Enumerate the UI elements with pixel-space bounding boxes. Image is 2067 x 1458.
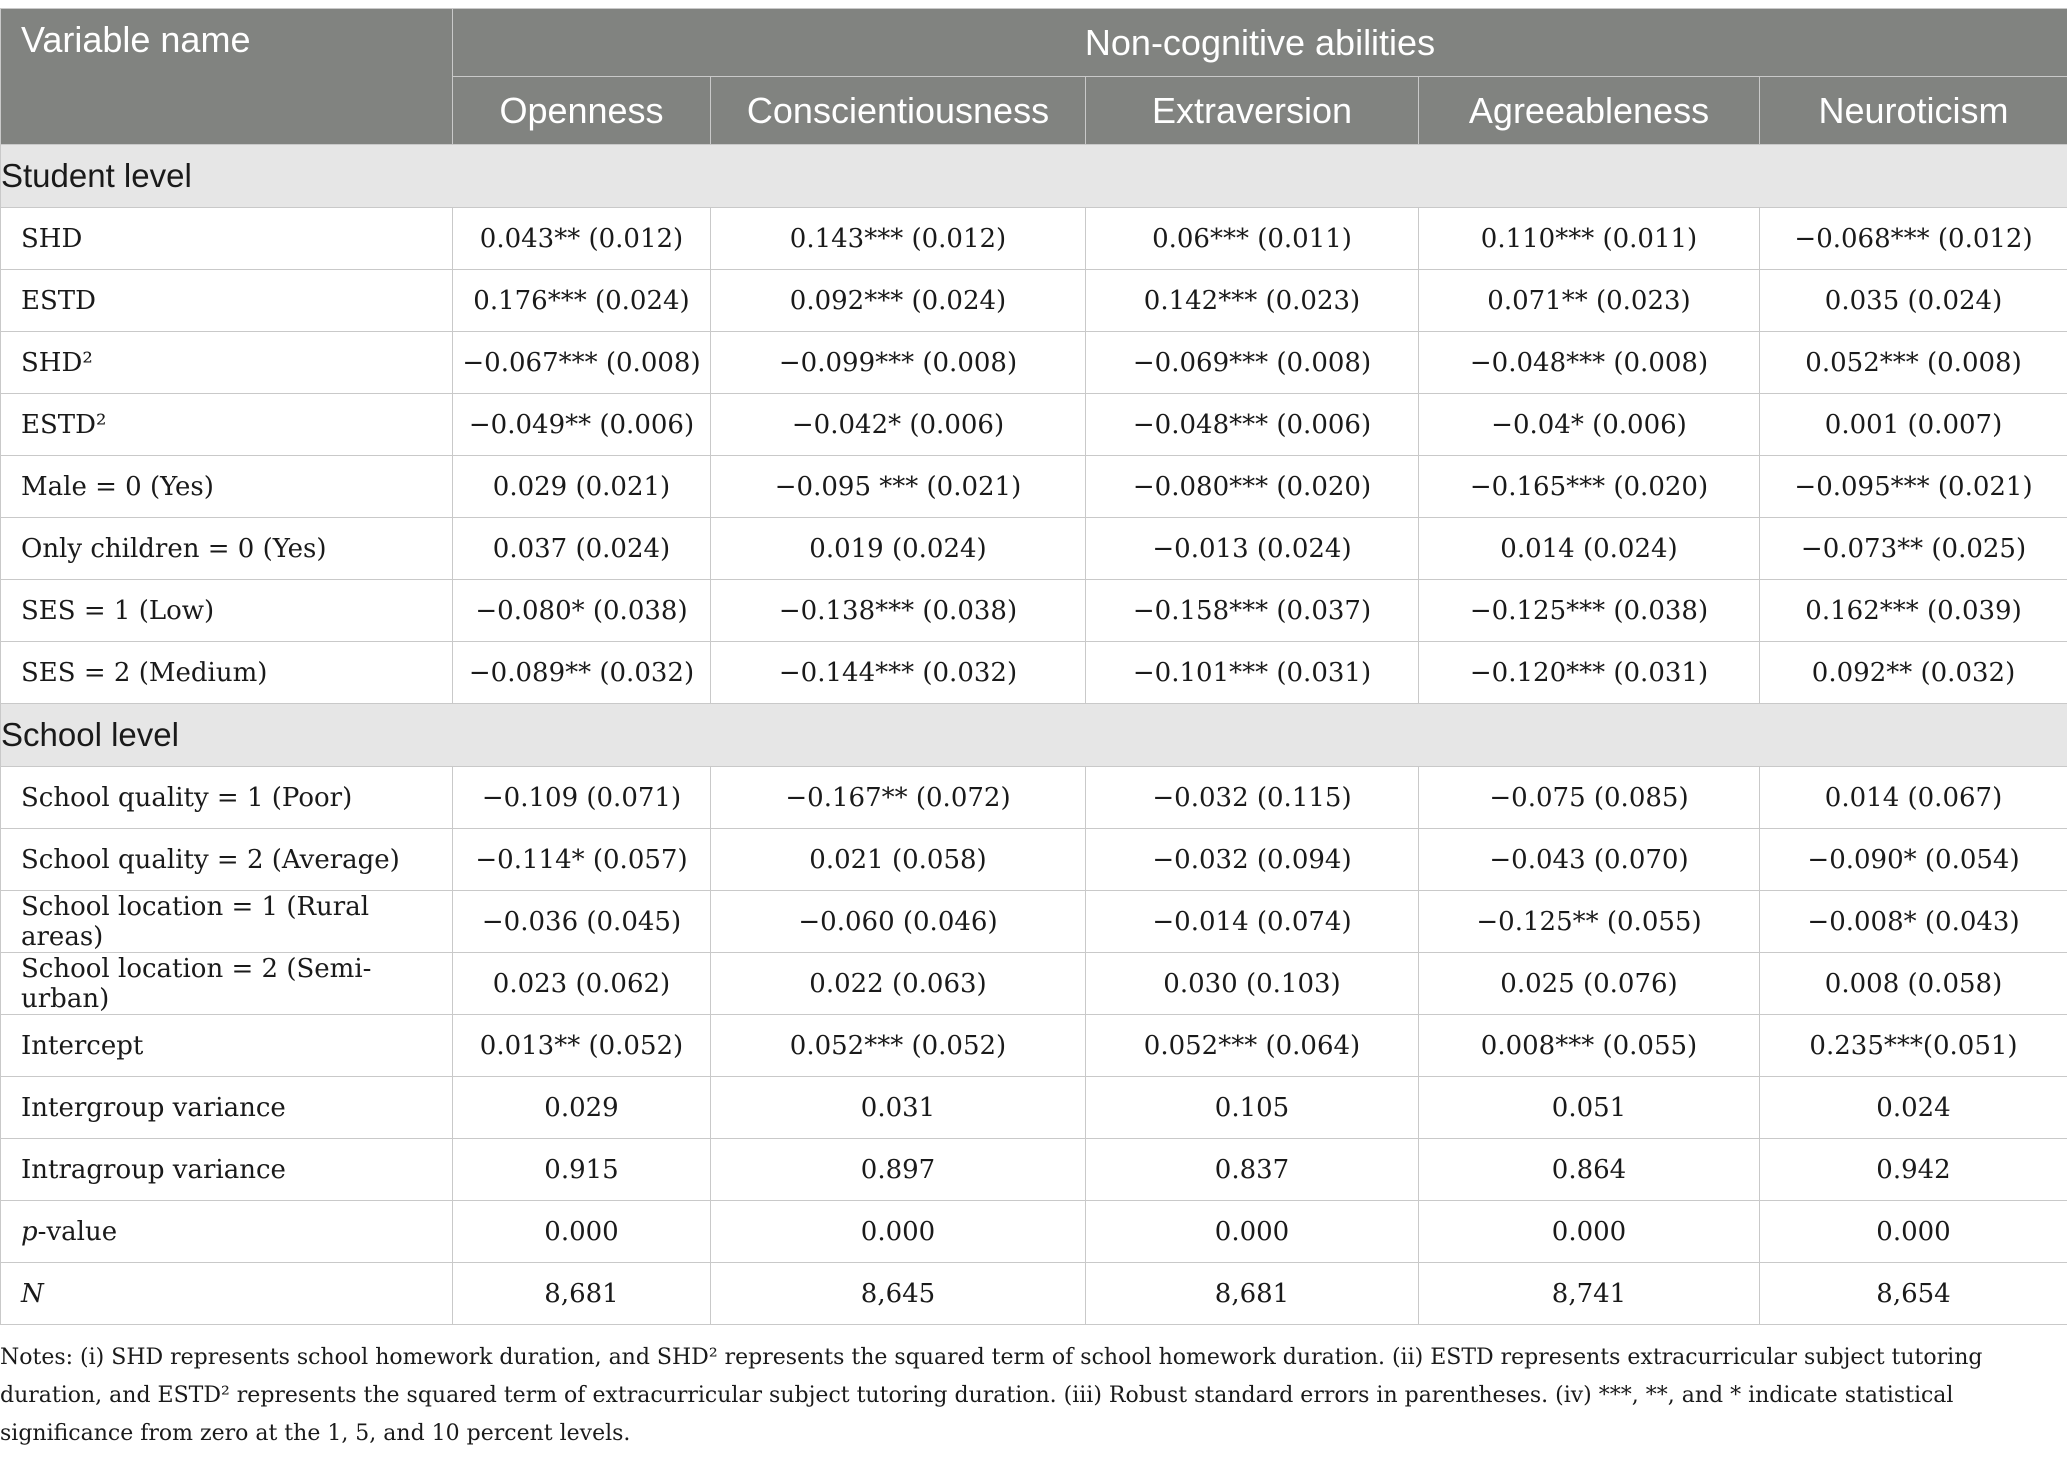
table-cell: −0.095 *** (0.021) [711,456,1086,518]
table-cell: 0.035 (0.024) [1760,270,2067,332]
column-header-agreeableness: Agreeableness [1419,77,1760,145]
table-cell: −0.109 (0.071) [453,767,711,829]
table-row [1,642,2067,704]
section-row [1,145,2067,208]
table-row [1,1139,2067,1201]
table-cell: −0.036 (0.045) [453,891,711,953]
table-cell: 0.051 [1419,1077,1760,1139]
table-cell: −0.080* (0.038) [453,580,711,642]
row-label: School quality = 2 (Average) [1,829,453,891]
table-cell: 0.000 [1760,1201,2067,1263]
table-cell: 8,741 [1419,1263,1760,1325]
table-cell: 0.023 (0.062) [453,953,711,1015]
row-label: Intercept [1,1015,453,1077]
table-cell: −0.048*** (0.006) [1086,394,1419,456]
table-cell: −0.158*** (0.037) [1086,580,1419,642]
table-cell: 0.030 (0.103) [1086,953,1419,1015]
table-cell: −0.049** (0.006) [453,394,711,456]
table-row [1,1201,2067,1263]
table-body [1,145,2067,1325]
table-row [1,1077,2067,1139]
table-cell: 0.022 (0.063) [711,953,1086,1015]
table-cell: −0.125*** (0.038) [1419,580,1760,642]
row-label: School quality = 1 (Poor) [1,767,453,829]
table-cell: 0.915 [453,1139,711,1201]
table-cell: −0.165*** (0.020) [1419,456,1760,518]
table-row [1,208,2067,270]
table-cell: −0.032 (0.115) [1086,767,1419,829]
table-cell: 8,654 [1760,1263,2067,1325]
table-cell: −0.013 (0.024) [1086,518,1419,580]
group-header: Non-cognitive abilities [453,9,2067,77]
table-cell: 0.837 [1086,1139,1419,1201]
table-cell: −0.090* (0.054) [1760,829,2067,891]
table-cell: −0.069*** (0.008) [1086,332,1419,394]
table-cell: −0.067*** (0.008) [453,332,711,394]
row-label: SES = 1 (Low) [1,580,453,642]
table-cell: 0.235***(0.051) [1760,1015,2067,1077]
table-cell: −0.04* (0.006) [1419,394,1760,456]
table-cell: 0.037 (0.024) [453,518,711,580]
table-row [1,270,2067,332]
table-cell: 8,645 [711,1263,1086,1325]
table-cell: 0.110*** (0.011) [1419,208,1760,270]
table-cell: 0.000 [453,1201,711,1263]
table-cell: 0.052*** (0.052) [711,1015,1086,1077]
row-label: Male = 0 (Yes) [1,456,453,518]
table-cell: 0.013** (0.052) [453,1015,711,1077]
table-row [1,456,2067,518]
table-cell: 0.021 (0.058) [711,829,1086,891]
table-cell: −0.095*** (0.021) [1760,456,2067,518]
column-header-conscientiousness: Conscientiousness [711,77,1086,145]
table-cell: −0.032 (0.094) [1086,829,1419,891]
column-header-extraversion: Extraversion [1086,77,1419,145]
header-row-group [1,9,2067,77]
variable-name-header: Variable name [1,9,453,145]
table-cell: 0.019 (0.024) [711,518,1086,580]
table-row [1,891,2067,953]
table-cell: −0.042* (0.006) [711,394,1086,456]
row-label: SHD² [1,332,453,394]
table-cell: 0.06*** (0.011) [1086,208,1419,270]
row-label: School location = 2 (Semi-urban) [1,953,453,1015]
table-cell: −0.008* (0.043) [1760,891,2067,953]
table-row [1,829,2067,891]
table-cell: −0.167** (0.072) [711,767,1086,829]
table-cell: −0.114* (0.057) [453,829,711,891]
table-row [1,953,2067,1015]
table-cell: 0.105 [1086,1077,1419,1139]
table-cell: 0.071** (0.023) [1419,270,1760,332]
table-cell: −0.089** (0.032) [453,642,711,704]
table-cell: 0.029 [453,1077,711,1139]
table-cell: −0.014 (0.074) [1086,891,1419,953]
row-label: Intergroup variance [1,1077,453,1139]
table-row [1,332,2067,394]
table-row [1,767,2067,829]
table-cell: 0.176*** (0.024) [453,270,711,332]
table-cell: −0.101*** (0.031) [1086,642,1419,704]
row-label: Only children = 0 (Yes) [1,518,453,580]
table-row [1,518,2067,580]
table-cell: 0.001 (0.007) [1760,394,2067,456]
row-label: SES = 2 (Medium) [1,642,453,704]
table-cell: 0.014 (0.067) [1760,767,2067,829]
table-notes: Notes: (i) SHD represents school homework duration, and SHD² represents the squared term of school homework duration. (ii) ESTD represents extracurricular subject tutoring duration, and ESTD² represents the squared term of extracurricular subject tutoring duration. (iii) Robust standard errors in parentheses. (iv) ***, **, and * indicate statistical significance from zero at the 1, 5, and 10 percent levels. [0,1345,1983,1446]
table-cell: −0.048*** (0.008) [1419,332,1760,394]
row-label: p-value [1,1201,453,1263]
table-cell: 0.008*** (0.055) [1419,1015,1760,1077]
table-cell: −0.068*** (0.012) [1760,208,2067,270]
table-cell: 0.864 [1419,1139,1760,1201]
column-header-openness: Openness [453,77,711,145]
column-header-neuroticism: Neuroticism [1760,77,2067,145]
table-cell: −0.144*** (0.032) [711,642,1086,704]
table-cell: −0.125** (0.055) [1419,891,1760,953]
table-cell: 0.024 [1760,1077,2067,1139]
table-cell: 0.000 [1419,1201,1760,1263]
row-label: Intragroup variance [1,1139,453,1201]
table-row [1,1263,2067,1325]
table-cell: −0.099*** (0.008) [711,332,1086,394]
table-cell: 0.052*** (0.064) [1086,1015,1419,1077]
table-cell: 0.031 [711,1077,1086,1139]
row-label: SHD [1,208,453,270]
section-title: School level [1,704,2067,767]
table-cell: 8,681 [453,1263,711,1325]
table-cell: −0.043 (0.070) [1419,829,1760,891]
table-cell: 0.142*** (0.023) [1086,270,1419,332]
table-cell: 0.052*** (0.008) [1760,332,2067,394]
table-cell: 0.942 [1760,1139,2067,1201]
table-cell: −0.080*** (0.020) [1086,456,1419,518]
table-row [1,580,2067,642]
table-cell: −0.060 (0.046) [711,891,1086,953]
table-cell: −0.138*** (0.038) [711,580,1086,642]
table-cell: 0.000 [711,1201,1086,1263]
table-cell: 0.043** (0.012) [453,208,711,270]
table-cell: 0.162*** (0.039) [1760,580,2067,642]
table-row [1,1015,2067,1077]
table-cell: 0.025 (0.076) [1419,953,1760,1015]
row-label: School location = 1 (Rural areas) [1,891,453,953]
table-cell: 0.143*** (0.012) [711,208,1086,270]
table-cell: 0.014 (0.024) [1419,518,1760,580]
table-cell: 0.008 (0.058) [1760,953,2067,1015]
table-cell: 0.897 [711,1139,1086,1201]
row-label: N [1,1263,453,1325]
table-row [1,394,2067,456]
table-cell: 0.029 (0.021) [453,456,711,518]
row-label: ESTD [1,270,453,332]
table-cell: 0.092*** (0.024) [711,270,1086,332]
table-cell: 0.000 [1086,1201,1419,1263]
table-cell: −0.075 (0.085) [1419,767,1760,829]
section-title: Student level [1,145,2067,208]
section-row [1,704,2067,767]
row-label: ESTD² [1,394,453,456]
table-cell: −0.073** (0.025) [1760,518,2067,580]
table-cell: −0.120*** (0.031) [1419,642,1760,704]
table-cell: 0.092** (0.032) [1760,642,2067,704]
table-cell: 8,681 [1086,1263,1419,1325]
regression-table [0,8,2067,1325]
